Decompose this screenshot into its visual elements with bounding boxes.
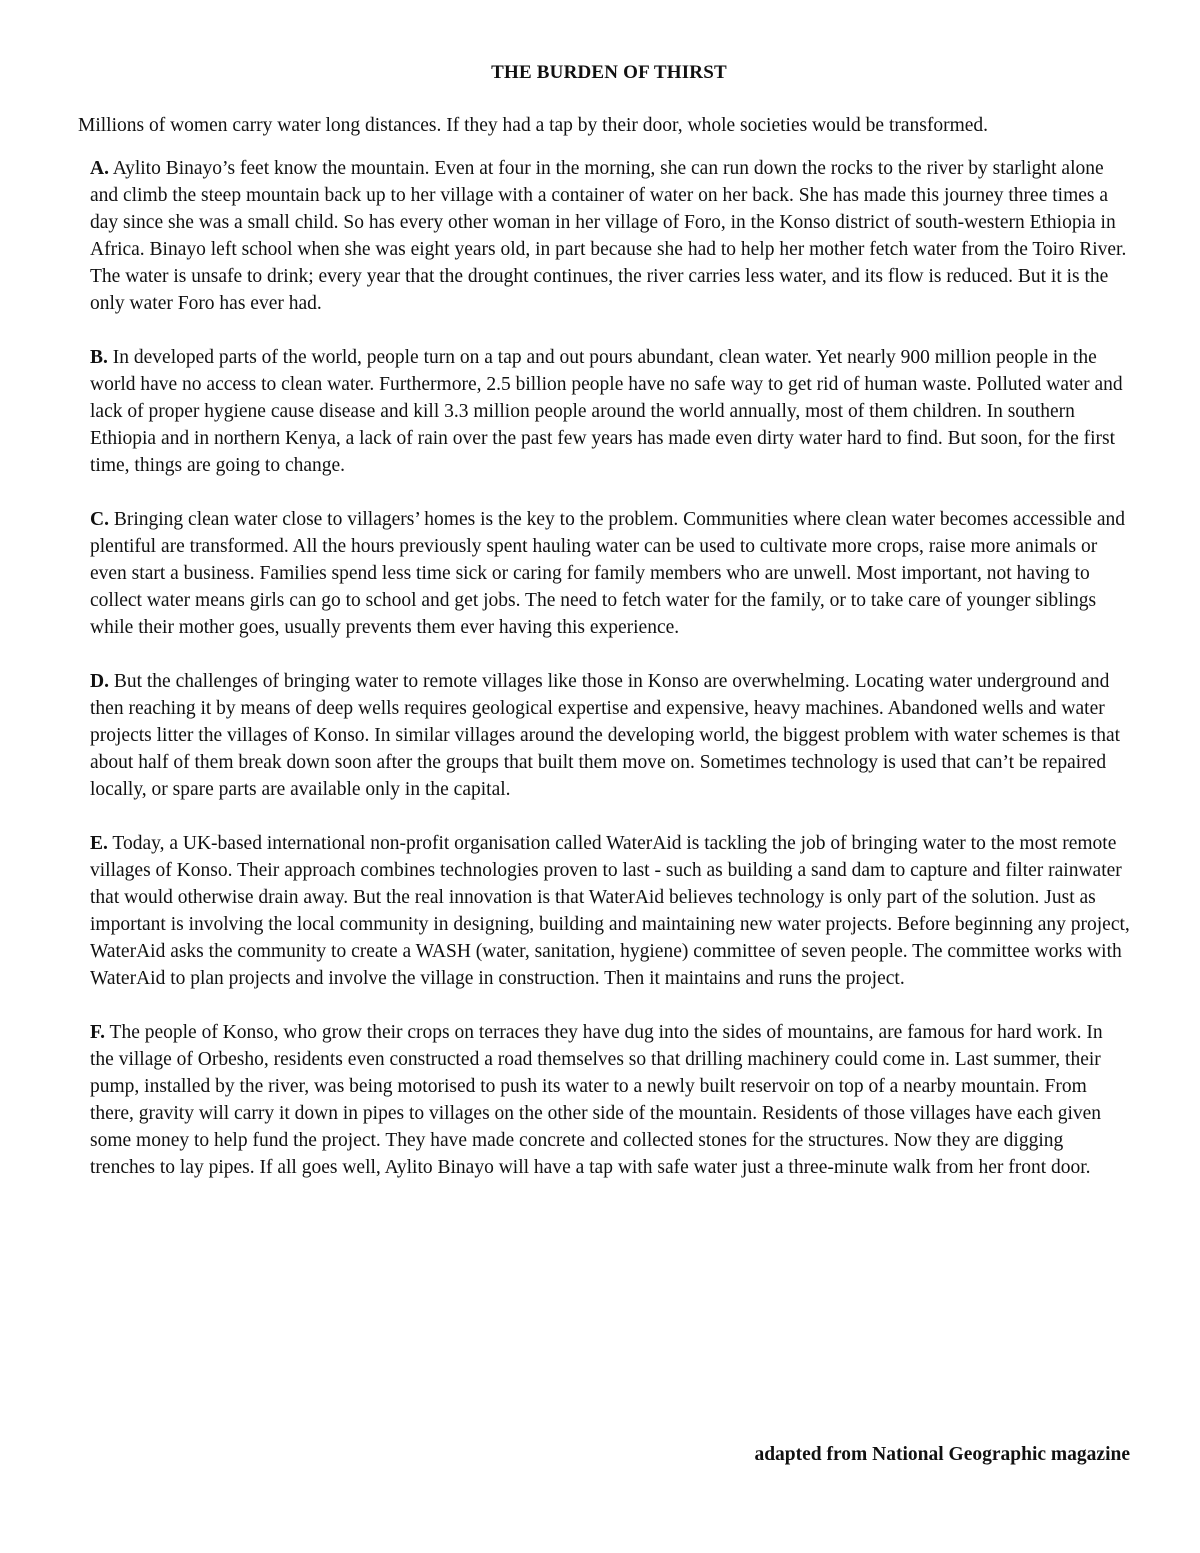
paragraph-text: The people of Konso, who grow their crops on terraces they have dug into the sides of mountains, are famous for hard work. In the village of Orbesho, residents even constructed a road themselves so that drilling machinery could come in. Last summer, their pump, installed by the river, was being motorised to push its water to a newly built reservoir on top of a nearby mountain. From there, gravity will carry it down in pipes to villages on the other side of the mountain. Residents of those villages have each given some money to help fund the project. They have made concrete and collected stones for the structures. Now they are digging trenches to lay pipes. If all goes well, Aylito Binayo will have a tap with safe water just a three-minute walk from her front door. <box>90 1022 1103 1178</box>
document-title: THE BURDEN OF THIRST <box>491 62 727 83</box>
paragraph-letter: D. <box>90 671 109 692</box>
document-subtitle: Millions of women carry water long distances. If they had a tap by their door, whole societies would be transformed. <box>78 115 989 136</box>
paragraph-f <box>90 1019 1130 1181</box>
paragraph-b <box>90 344 1130 479</box>
paragraph-letter: C. <box>90 509 109 530</box>
paragraph-letter: F. <box>90 1022 105 1043</box>
paragraph-a <box>90 155 1130 317</box>
paragraph-text: In developed parts of the world, people turn on a tap and out pours abundant, clean water. Yet nearly 900 million people in the world have no access to clean water. Furthermore, 2.5 billion people have no safe way to get rid of human waste. Polluted water and lack of proper hygiene cause disease and kill 3.3 million people around the world annually, most of them children. In southern Ethiopia and in northern Kenya, a lack of rain over the past few years has made even dirty water hard to find. But soon, for the first time, things are going to change. <box>90 347 1123 476</box>
source-attribution: adapted from National Geographic magazine <box>754 1444 1130 1465</box>
paragraph-text: But the challenges of bringing water to remote villages like those in Konso are overwhelming. Locating water underground and then reaching it by means of deep wells requires geological expertise and expensive, heavy machines. Abandoned wells and water projects litter the villages of Konso. In similar villages around the developing world, the biggest problem with water schemes is that about half of them break down soon after the groups that built them move on. Sometimes technology is used that can’t be repaired locally, or spare parts are available only in the capital. <box>90 671 1121 800</box>
paragraph-d <box>90 668 1130 803</box>
paragraph-text: Bringing clean water close to villagers’ homes is the key to the problem. Communities where clean water becomes accessible and plentiful are transformed. All the hours previously spent hauling water can be used to cultivate more crops, raise more animals or even start a business. Families spend less time sick or caring for family members who are unwell. Most important, not having to collect water means girls can go to school and get jobs. The need to fetch water for the family, or to take care of younger siblings while their mother goes, usually prevents them ever having this experience. <box>90 509 1125 638</box>
paragraph-text: Today, a UK-based international non-profit organisation called WaterAid is tackling the job of bringing water to the most remote villages of Konso. Their approach combines technologies proven to last - such as building a sand dam to capture and filter rainwater that would otherwise drain away. But the real innovation is that WaterAid believes technology is only part of the solution. Just as important is involving the local community in designing, building and maintaining new water projects. Before beginning any project, WaterAid asks the community to create a WASH (water, sanitation, hygiene) committee of seven people. The committee works with WaterAid to plan projects and involve the village in construction. Then it maintains and runs the project. <box>90 833 1130 989</box>
paragraph-letter: A. <box>90 158 109 179</box>
paragraph-c <box>90 506 1130 641</box>
paragraph-letter: E. <box>90 833 108 854</box>
paragraph-e <box>90 830 1130 992</box>
paragraph-letter: B. <box>90 347 108 368</box>
paragraph-text: Aylito Binayo’s feet know the mountain. Even at four in the morning, she can run down the rocks to the river by starlight alone and climb the steep mountain back up to her village with a container of water on her back. She has made this journey three times a day since she was a small child. So has every other woman in her village of Foro, in the Konso district of south-western Ethiopia in Africa. Binayo left school when she was eight years old, in part because she had to help her mother fetch water from the Toiro River. The water is unsafe to drink; every year that the drought continues, the river carries less water, and its flow is reduced. But it is the only water Foro has ever had. <box>90 158 1127 314</box>
